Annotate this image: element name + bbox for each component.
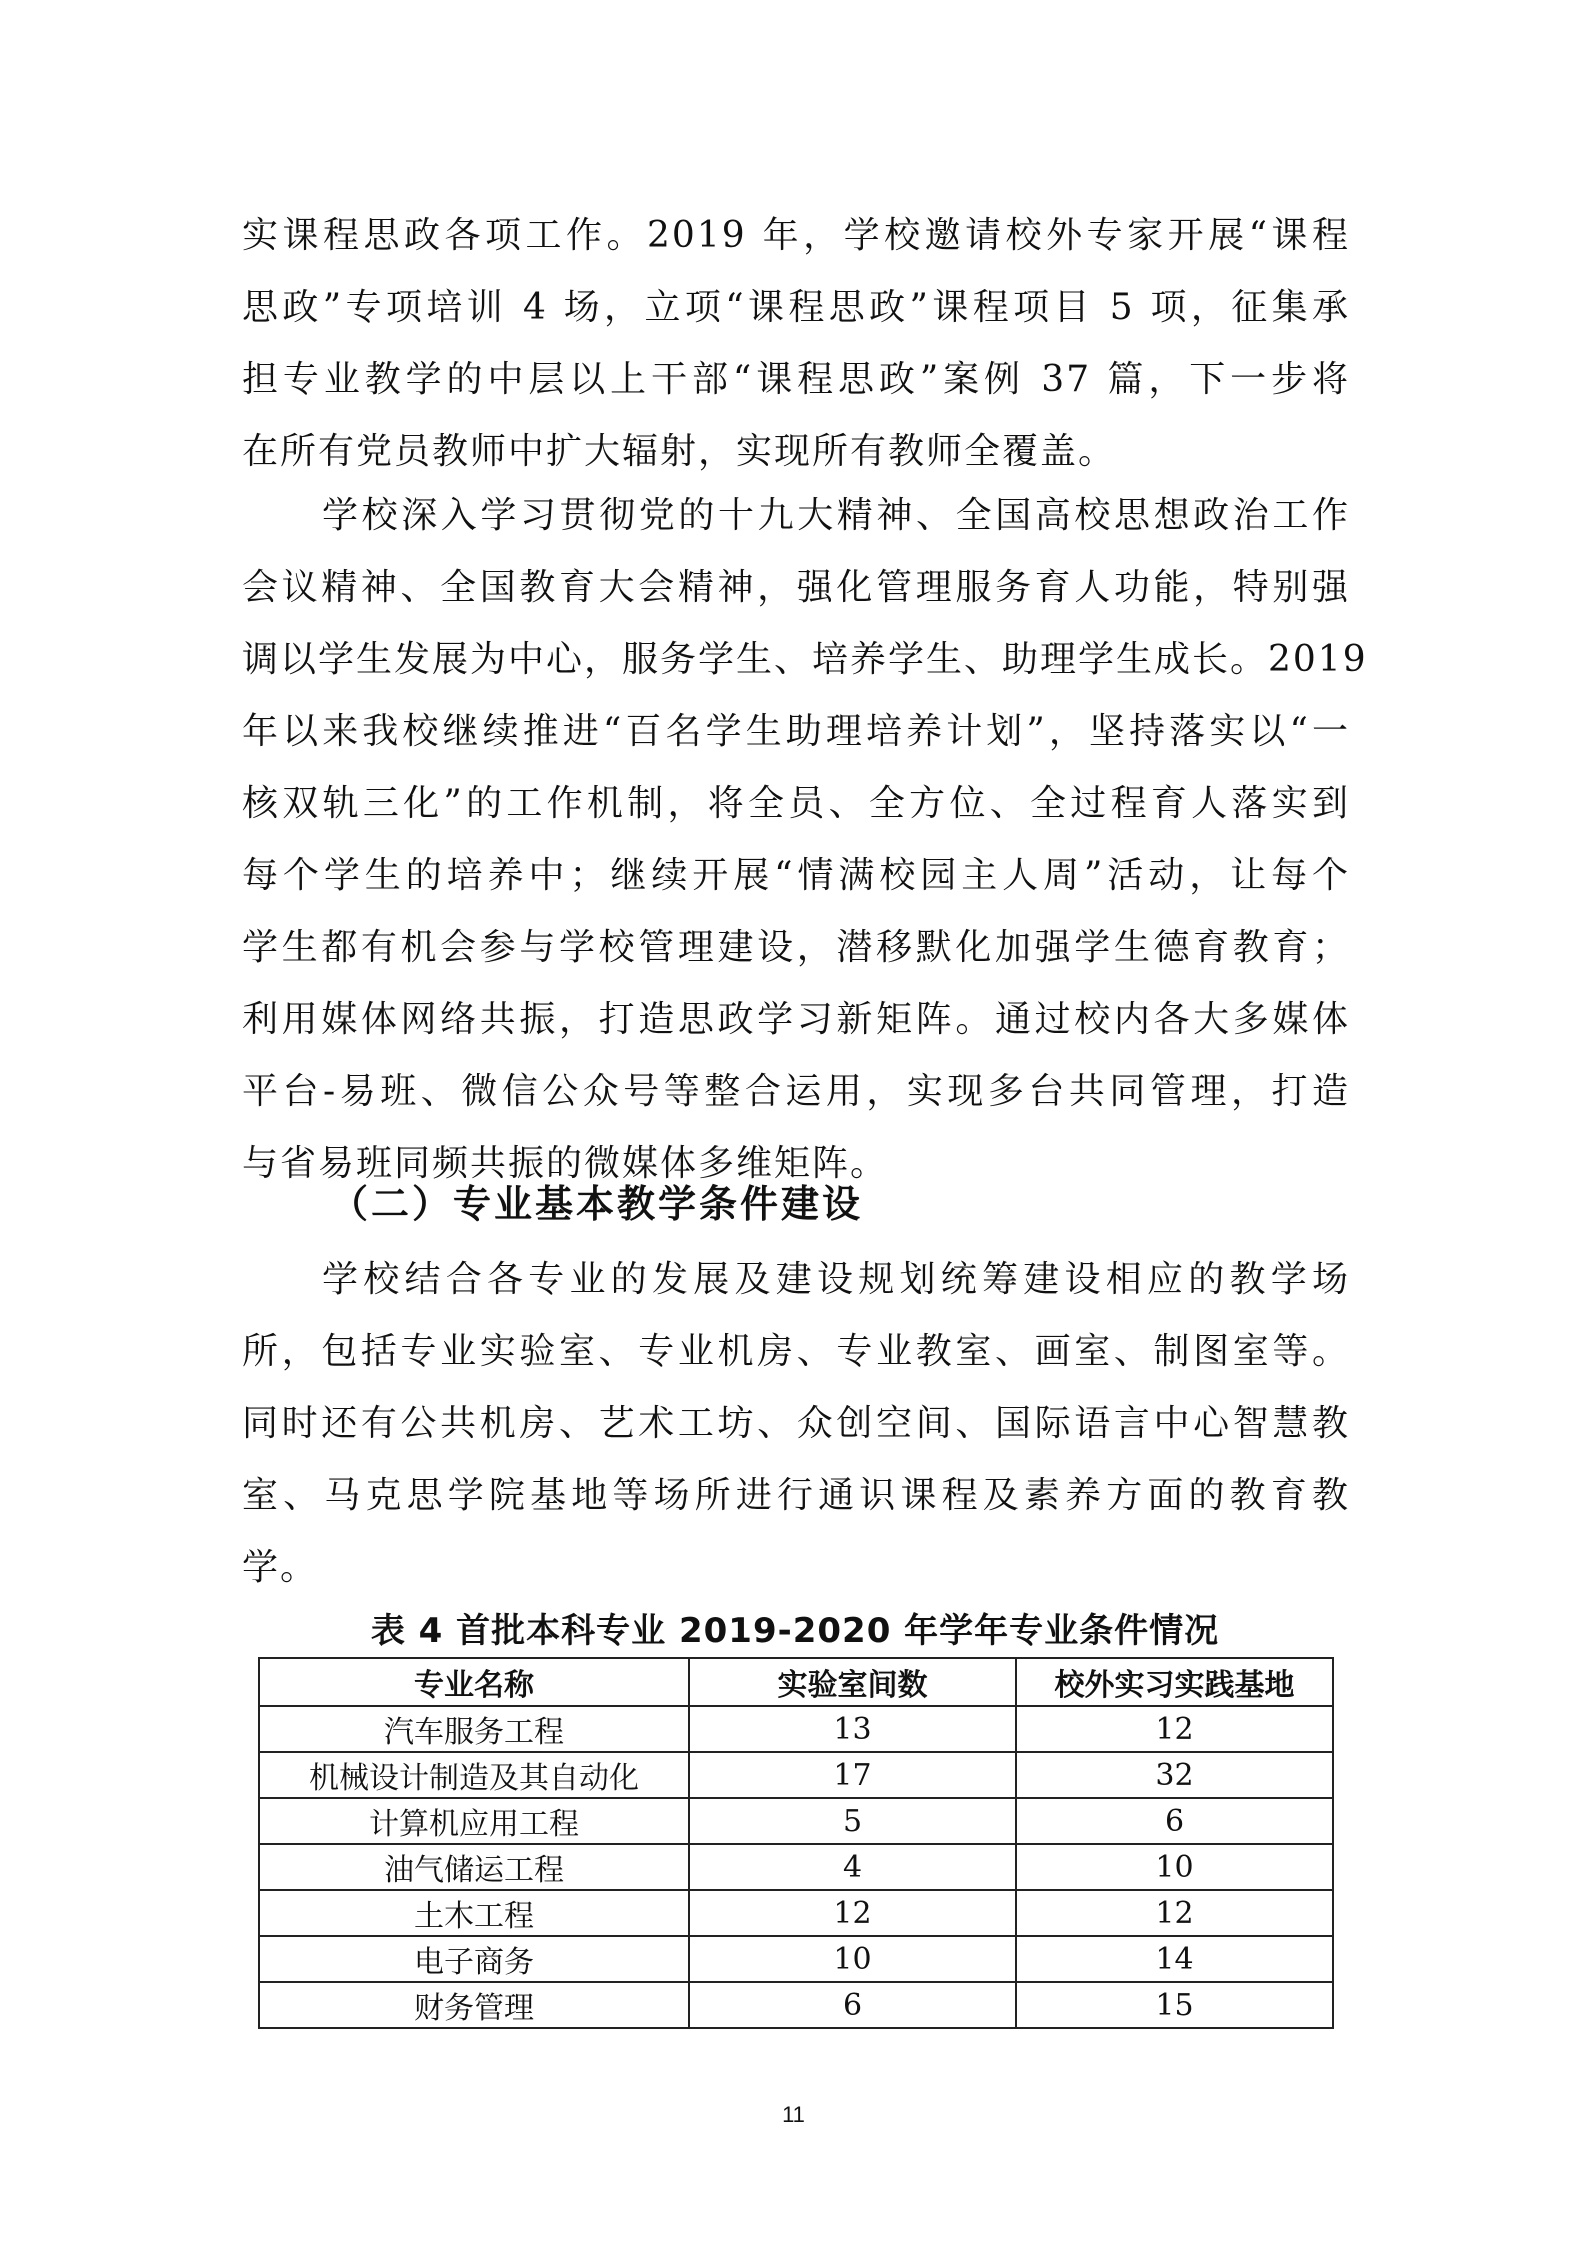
cell-practice-bases: 32: [1016, 1752, 1333, 1798]
paragraph-line: 学。: [242, 1547, 319, 1588]
paragraph-line: 所，包括专业实验室、专业机房、专业教室、画室、制图室等。: [242, 1331, 1350, 1372]
paragraph-line: 利用媒体网络共振，打造思政学习新矩阵。通过校内各大多媒体: [242, 999, 1350, 1040]
table-row: [259, 1752, 1333, 1798]
cell-practice-bases: 15: [1016, 1982, 1333, 2028]
cell-major-name: 电子商务: [259, 1936, 689, 1982]
table-row: [259, 1890, 1333, 1936]
paragraph-line: 学生都有机会参与学校管理建设，潜移默化加强学生德育教育；: [242, 927, 1350, 968]
header-practice-bases: 校外实习实践基地: [1016, 1658, 1333, 1706]
paragraph-line: 每个学生的培养中；继续开展“情满校园主人周”活动，让每个: [242, 855, 1350, 896]
paragraph-line: 学校深入学习贯彻党的十九大精神、全国高校思想政治工作: [322, 495, 1350, 536]
cell-lab-count: 5: [689, 1798, 1016, 1844]
header-major-name: 专业名称: [259, 1658, 689, 1706]
cell-practice-bases: 6: [1016, 1798, 1333, 1844]
table-row: [259, 1798, 1333, 1844]
cell-lab-count: 6: [689, 1982, 1016, 2028]
cell-lab-count: 12: [689, 1890, 1016, 1936]
cell-lab-count: 13: [689, 1706, 1016, 1752]
cell-practice-bases: 10: [1016, 1844, 1333, 1890]
table-caption: 表 4 首批本科专业 2019-2020 年学年专业条件情况: [370, 1611, 1220, 1651]
page-number: 11: [782, 2102, 805, 2127]
cell-major-name: 油气储运工程: [259, 1844, 689, 1890]
paragraph-line: 平台-易班、微信公众号等整合运用，实现多台共同管理，打造: [242, 1071, 1350, 1112]
paragraph-line: 年以来我校继续推进“百名学生助理培养计划”，坚持落实以“一: [242, 711, 1350, 752]
cell-major-name: 计算机应用工程: [259, 1798, 689, 1844]
cell-practice-bases: 12: [1016, 1890, 1333, 1936]
paragraph-line: 室、马克思学院基地等场所进行通识课程及素养方面的教育教: [242, 1475, 1350, 1516]
paragraph-line: 核双轨三化”的工作机制，将全员、全方位、全过程育人落实到: [242, 783, 1350, 824]
paragraph-line: 与省易班同频共振的微媒体多维矩阵。: [242, 1143, 889, 1184]
table-row: [259, 1844, 1333, 1890]
cell-lab-count: 17: [689, 1752, 1016, 1798]
major-conditions-table: [258, 1657, 1334, 2029]
table-row: [259, 1936, 1333, 1982]
cell-major-name: 财务管理: [259, 1982, 689, 2028]
paragraph-line: 学校结合各专业的发展及建设规划统筹建设相应的教学场: [322, 1259, 1350, 1300]
paragraph-line: 实课程思政各项工作。2019 年，学校邀请校外专家开展“课程: [242, 215, 1350, 256]
paragraph-line: 在所有党员教师中扩大辐射，实现所有教师全覆盖。: [242, 431, 1117, 472]
paragraph-line: 同时还有公共机房、艺术工坊、众创空间、国际语言中心智慧教: [242, 1403, 1350, 1444]
cell-major-name: 机械设计制造及其自动化: [259, 1752, 689, 1798]
cell-practice-bases: 12: [1016, 1706, 1333, 1752]
cell-lab-count: 10: [689, 1936, 1016, 1982]
paragraph-line: 思政”专项培训 4 场，立项“课程思政”课程项目 5 项，征集承: [242, 287, 1350, 328]
header-lab-count: 实验室间数: [689, 1658, 1016, 1706]
cell-major-name: 土木工程: [259, 1890, 689, 1936]
section-heading: （二）专业基本教学条件建设: [330, 1182, 864, 1226]
cell-practice-bases: 14: [1016, 1936, 1333, 1982]
cell-lab-count: 4: [689, 1844, 1016, 1890]
paragraph-line: 调以学生发展为中心，服务学生、培养学生、助理学生成长。2019: [242, 639, 1368, 680]
table-header-row: [259, 1658, 1333, 1706]
table-row: [259, 1982, 1333, 2028]
paragraph-line: 担专业教学的中层以上干部“课程思政”案例 37 篇，下一步将: [242, 359, 1350, 400]
cell-major-name: 汽车服务工程: [259, 1706, 689, 1752]
paragraph-line: 会议精神、全国教育大会精神，强化管理服务育人功能，特别强: [242, 567, 1350, 608]
table-row: [259, 1706, 1333, 1752]
